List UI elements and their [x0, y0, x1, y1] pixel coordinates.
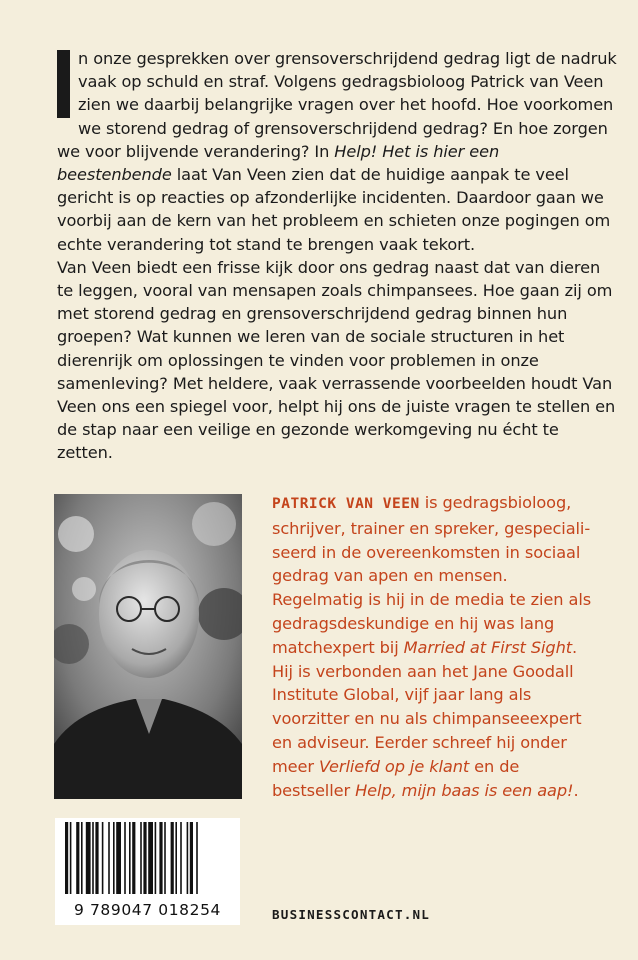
barcode [55, 818, 240, 925]
book-title-1: Verliefd op je klant [319, 756, 470, 776]
barcode-bars [55, 818, 240, 898]
author-photo [54, 494, 242, 799]
author-bio-text: PATRICK VAN VEEN is gedragsbioloog, schrijver, trainer en spreker, gespecialiseerd in de overeenkomsten in sociaal gedrag van apen en mensen. Regelmatig is hij in de media te zien als gedragsdeskundige en hij was lang matchexpert bij Married at First Sight. Hij is verbonden aan het Jane Goodall Institute Global, vijf jaar lang als voorzitter en nu als chimpanseeexpert en adviseur. Eerder schreef hij onder meer Verliefd op je klant en de bestseller Help, mijn baas is een aap!. [272, 493, 592, 800]
book-title-2: Help, mijn baas is een aap! [355, 780, 574, 800]
book-title: Help! Het is hier een beestenbende [57, 141, 500, 185]
drop-cap-bar [57, 50, 70, 118]
publisher-url: BUSINESSCONTACT.NL [272, 907, 431, 922]
blurb-paragraph-2: Van Veen biedt een frisse kijk door ons gedrag naast dat van dieren te leggen, vooral van mensapen zoals chimpansees. Hoe gaan zij om met storend gedrag en grensoverschrijdend gedrag binnen hun groepen? Wat kunnen we leren van de sociale structuren in het dierenrijk om oplossingen te vinden voor problemen in onze samenleving? Met heldere, vaak verrassende voorbeelden houdt Van Veen ons een spiegel voor, helpt hij ons de juiste vragen te stellen en de stap naar een veilige en gezonde werkomgeving nu écht te zetten. [57, 257, 616, 463]
author-bio [272, 491, 602, 802]
blurb-paragraph-1: n onze gesprekken over grensoverschrijdend gedrag ligt de nadruk vaak op schuld en straf. Volgens gedragsbioloog Patrick van Veen zien we daarbij belangrijke vragen over het hoofd. Hoe voorkomen we storend gedrag of grensoverschrijdend gedrag? En hoe zorgen we voor blijvende verandering? In Help! Het is hier een beestenbende laat Van Veen zien dat de huidige aanpak te veel gericht is op reacties op afzonderlijke incidenten. Daardoor gaan we voorbij aan de kern van het probleem en schieten onze pogingen om echte verandering tot stand te brengen vaak tekort. [57, 49, 617, 254]
author-name: PATRICK VAN VEEN [272, 496, 420, 512]
isbn-number: 9 789047 018254 [73, 901, 222, 919]
back-cover-blurb [57, 47, 617, 465]
tv-show-title: Married at First Sight [403, 637, 572, 657]
